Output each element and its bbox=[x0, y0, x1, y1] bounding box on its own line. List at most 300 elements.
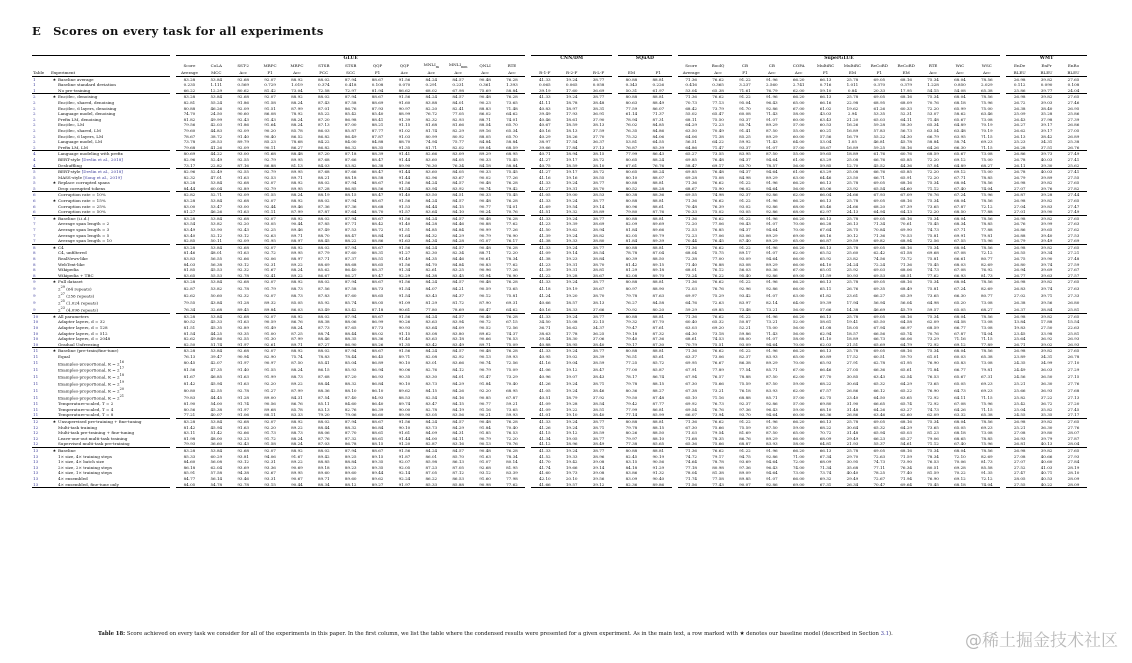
table-ref-link[interactable]: 1 bbox=[33, 82, 36, 88]
score-cell: 61.00 bbox=[785, 169, 812, 175]
table-ref-link[interactable]: 13 bbox=[33, 459, 39, 465]
score-cell: 90.66 bbox=[479, 336, 491, 342]
score-cell: 84.44 bbox=[425, 203, 438, 209]
score-cell: 77.59 bbox=[625, 105, 638, 111]
score-cell: 87.94 bbox=[337, 419, 364, 425]
score-cell: 77.99 bbox=[618, 151, 645, 157]
score-cell: 91.96 bbox=[758, 244, 785, 250]
score-cell: 69.28 bbox=[954, 464, 966, 470]
score-cell: 89.79 bbox=[652, 232, 665, 238]
citation-link[interactable]: [Devlin et al., 2018] bbox=[80, 156, 123, 162]
score-cell: 88.02 bbox=[310, 94, 337, 100]
score-cell: 78.34 bbox=[927, 453, 939, 459]
score-cell: 92.78 bbox=[237, 285, 250, 291]
score-cell: 74.01 bbox=[506, 116, 518, 122]
score-cell: 87.05 bbox=[452, 464, 465, 470]
citation-link[interactable]: [Song et al., 2019] bbox=[82, 174, 122, 180]
table-row bbox=[32, 299, 1087, 306]
score-cell: 94.64 bbox=[765, 227, 778, 233]
table-ref-link[interactable]: 2 bbox=[33, 144, 36, 150]
table-ref-link[interactable]: 9 bbox=[33, 306, 36, 312]
score-cell: 26.79 bbox=[1013, 238, 1026, 244]
score-cell: 80.38 bbox=[618, 192, 645, 198]
score-cell: 92.55 bbox=[230, 169, 257, 175]
score-cell: 84.18 bbox=[625, 464, 638, 470]
score-cell: 81.23 bbox=[927, 430, 939, 436]
score-cell: 89.90 bbox=[398, 412, 411, 418]
score-cell: 38.53 bbox=[585, 192, 612, 198]
score-cell: 88.24 bbox=[291, 122, 303, 128]
score-cell: 91.07 bbox=[765, 250, 778, 256]
score-cell: 64.55 bbox=[652, 139, 665, 145]
score-cell: 19.39 bbox=[565, 221, 578, 227]
score-cell: 17.95 bbox=[900, 87, 913, 93]
table-ref-link[interactable]: 10 bbox=[33, 324, 39, 330]
star-icon: ★ bbox=[52, 180, 57, 186]
score-cell: 27.02 bbox=[1013, 292, 1026, 298]
score-cell: 88.35 bbox=[344, 336, 357, 342]
table-ref-link[interactable]: 7 bbox=[33, 227, 36, 233]
score-cell: 83.18 bbox=[452, 336, 465, 342]
table-ref-link[interactable]: 11 bbox=[33, 381, 39, 387]
table-ref-link[interactable]: 11 bbox=[33, 360, 39, 366]
score-cell: 71.36 bbox=[678, 348, 705, 354]
table-ref-link[interactable]: 5 bbox=[33, 185, 36, 191]
column-header-metric: Acc bbox=[499, 70, 526, 76]
score-cell: 82.76 bbox=[425, 367, 438, 373]
table-ref-link[interactable]: 9 bbox=[33, 299, 36, 305]
score-cell: 39.82 bbox=[1033, 448, 1060, 454]
score-cell: 66.20 bbox=[785, 76, 812, 82]
citation-link[interactable]: [Devlin et al., 2018] bbox=[80, 169, 123, 175]
table-ref-link[interactable]: 9 bbox=[33, 292, 36, 298]
score-cell: 88.85 bbox=[317, 459, 330, 465]
score-cell: 67.31 bbox=[980, 374, 993, 380]
score-cell: 36.50 bbox=[1040, 374, 1053, 380]
score-cell: 12.29 bbox=[210, 87, 223, 93]
score-cell: 65.34 bbox=[927, 122, 939, 128]
score-cell: 72.20 bbox=[506, 435, 518, 441]
score-cell: 19.22 bbox=[565, 406, 578, 412]
score-cell: 19.24 bbox=[558, 94, 585, 100]
table-ref-link[interactable]: 13 bbox=[33, 470, 39, 476]
score-cell: 88.10 bbox=[652, 435, 665, 441]
table-ref-link[interactable]: 4 bbox=[32, 151, 50, 157]
score-cell: 83.73 bbox=[425, 424, 438, 430]
table-ref-link[interactable]: 2 bbox=[33, 127, 36, 133]
score-cell: 90.21 bbox=[479, 412, 491, 418]
table-ref-link[interactable]: 7 bbox=[33, 238, 36, 244]
score-cell: 67.38 bbox=[685, 388, 698, 394]
table-ref-link[interactable]: 2 bbox=[33, 111, 36, 117]
score-cell: 74.64 bbox=[685, 459, 698, 465]
score-cell: 18.33 bbox=[565, 306, 578, 312]
table-ref-link[interactable]: 11 bbox=[32, 348, 50, 354]
score-cell: 59.00 bbox=[792, 406, 805, 412]
score-cell: 87.94 bbox=[337, 448, 364, 454]
table-ref-link[interactable]: 1 bbox=[32, 76, 50, 82]
table-ref-link[interactable]: 10 bbox=[33, 330, 39, 336]
score-cell: 90.99 bbox=[479, 227, 491, 233]
experiment-name: MASS-style [Song et al., 2019] bbox=[58, 174, 122, 180]
score-cell: 84.22 bbox=[317, 139, 330, 145]
score-cell: 65.70 bbox=[506, 122, 518, 128]
score-cell: 0.065 bbox=[565, 82, 578, 88]
table-ref-link[interactable]: 6 bbox=[32, 192, 50, 198]
score-cell: 79.42 bbox=[625, 401, 638, 407]
table-ref-link[interactable]: 2 bbox=[33, 122, 36, 128]
score-cell: 80.88 bbox=[618, 215, 645, 221]
score-cell: 68.27 bbox=[980, 162, 993, 168]
score-cell: 91.70 bbox=[739, 105, 751, 111]
score-cell: 69.85 bbox=[685, 156, 698, 162]
score-cell: 90.44 bbox=[284, 482, 311, 488]
score-cell: 88.69 bbox=[371, 99, 384, 105]
table-ref-link[interactable]: 11 bbox=[33, 374, 39, 380]
score-cell: 27.21 bbox=[1067, 250, 1080, 256]
score-cell: 19.73 bbox=[565, 470, 578, 476]
table-ref-link[interactable]: 6 bbox=[33, 209, 36, 215]
score-cell: 25.62 bbox=[1067, 162, 1080, 168]
score-cell: 67.15 bbox=[506, 319, 518, 325]
score-cell: 88.47 bbox=[364, 192, 391, 198]
table-ref-link[interactable]: 13 bbox=[32, 448, 50, 454]
table-ref-link[interactable]: 10 bbox=[33, 341, 39, 347]
score-cell: 90.93 bbox=[398, 324, 411, 330]
score-cell: 68.16 bbox=[893, 348, 920, 354]
score-cell: 91.67 bbox=[291, 453, 303, 459]
score-cell: 64.58 bbox=[900, 319, 913, 325]
column-header-name: CB bbox=[768, 63, 775, 68]
score-cell: 38.84 bbox=[1040, 306, 1053, 312]
score-cell: 94.64 bbox=[765, 341, 778, 347]
column-header-metric: Acc bbox=[445, 70, 472, 76]
score-cell: 85.71 bbox=[765, 367, 778, 373]
column-header-metric: R-L-F bbox=[585, 70, 612, 76]
table-ref-link[interactable]: 11 bbox=[33, 388, 39, 394]
score-cell: 41.27 bbox=[538, 156, 551, 162]
score-cell: 41.70 bbox=[538, 459, 551, 465]
score-cell: 76.62 bbox=[705, 94, 732, 100]
score-cell: 77.21 bbox=[183, 412, 196, 418]
score-cell: 63.32 bbox=[954, 412, 966, 418]
score-cell: 27.08 bbox=[1013, 430, 1026, 436]
score-cell: 92.07 bbox=[257, 76, 284, 82]
score-cell: 56.14 bbox=[210, 475, 223, 481]
score-cell: 87.50 bbox=[765, 424, 778, 430]
score-cell: 26.94 bbox=[1013, 267, 1026, 273]
table-ref-link[interactable]: 4 bbox=[33, 156, 36, 162]
score-cell: 91.63 bbox=[237, 381, 250, 387]
score-cell: 89.70 bbox=[652, 272, 665, 278]
score-cell: 25.78 bbox=[839, 215, 866, 221]
score-cell: 0.058 bbox=[592, 82, 605, 88]
score-cell: 92.72 bbox=[264, 250, 276, 256]
score-cell: 46.26 bbox=[210, 105, 223, 111]
score-cell: 85.74 bbox=[739, 122, 751, 128]
experiment-name: ★ Replace corrupted spans bbox=[52, 180, 110, 186]
score-cell: 88.24 bbox=[291, 324, 303, 330]
score-cell: 41.09 bbox=[538, 401, 551, 407]
score-cell: 80.14 bbox=[506, 459, 518, 465]
score-cell: 27.04 bbox=[1013, 203, 1026, 209]
score-cell: 18.57 bbox=[565, 299, 578, 305]
score-cell: 77.54 bbox=[739, 367, 751, 373]
score-cell: 76.28 bbox=[499, 419, 526, 425]
table-ref-link[interactable]: 12 bbox=[33, 441, 39, 447]
score-cell: 63.29 bbox=[819, 156, 832, 162]
score-cell: 68.27 bbox=[980, 306, 993, 312]
section-link[interactable]: 3.1 bbox=[880, 631, 890, 637]
score-cell: 90.10 bbox=[398, 381, 411, 387]
score-cell: 56.00 bbox=[792, 185, 805, 191]
score-cell: 91.96 bbox=[765, 180, 778, 186]
score-cell: 64.73 bbox=[954, 388, 966, 394]
score-cell: 86.76 bbox=[291, 401, 303, 407]
score-cell: 82.20 bbox=[425, 105, 438, 111]
table-ref-link[interactable]: 8 bbox=[33, 267, 36, 273]
table-ref-link[interactable]: 12 bbox=[33, 430, 39, 436]
score-cell: 25.64 bbox=[1013, 336, 1026, 342]
score-cell: 69.97 bbox=[685, 292, 698, 298]
score-cell: 92.07 bbox=[257, 348, 284, 354]
score-cell: 40.60 bbox=[1040, 459, 1053, 465]
score-cell: 80.88 bbox=[618, 313, 645, 319]
score-cell: 88.47 bbox=[344, 232, 357, 238]
score-cell: 88.22 bbox=[344, 238, 357, 244]
score-cell: 26.80 bbox=[1067, 299, 1080, 305]
score-cell: 93.70 bbox=[739, 412, 751, 418]
score-cell: 78.83 bbox=[317, 353, 330, 359]
score-cell: 27.10 bbox=[1067, 360, 1080, 366]
score-cell: 76.28 bbox=[499, 279, 526, 285]
table-ref-link[interactable]: 2 bbox=[33, 116, 36, 122]
table-ref-link[interactable]: 12 bbox=[33, 424, 39, 430]
score-cell: 45.33 bbox=[210, 319, 223, 325]
score-cell: 88.05 bbox=[371, 299, 384, 305]
score-cell: 63.46 bbox=[980, 111, 993, 117]
score-cell: 92.09 bbox=[230, 192, 257, 198]
table-ref-link[interactable]: 13 bbox=[33, 464, 39, 470]
score-cell: 89.74 bbox=[398, 401, 411, 407]
score-cell: 87.36 bbox=[344, 203, 357, 209]
score-cell: 92.78 bbox=[230, 482, 257, 488]
score-cell: 90.48 bbox=[472, 94, 499, 100]
experiment-name: Wikipedia + TBC bbox=[58, 272, 94, 278]
score-cell: 31.48 bbox=[846, 430, 859, 436]
score-cell: 91.07 bbox=[479, 238, 491, 244]
score-cell: 76.28 bbox=[499, 244, 526, 250]
score-cell: 92.41 bbox=[264, 272, 276, 278]
table-ref-link[interactable]: 11 bbox=[33, 367, 39, 373]
table-ref-link[interactable]: 9 bbox=[33, 285, 36, 291]
score-cell: 75.09 bbox=[506, 341, 518, 347]
table-ref-link[interactable]: 2 bbox=[32, 94, 50, 100]
score-cell: 66.00 bbox=[792, 435, 805, 441]
score-cell: 64.50 bbox=[873, 394, 886, 400]
table-ref-link[interactable]: 13 bbox=[33, 453, 39, 459]
table-ref-link[interactable]: 11 bbox=[33, 394, 39, 400]
table-ref-link[interactable]: 8 bbox=[33, 272, 36, 278]
table-ref-link[interactable]: 6 bbox=[33, 203, 36, 209]
score-cell: 81.73 bbox=[980, 272, 993, 278]
table-ref-link[interactable]: 5 bbox=[33, 180, 36, 186]
score-cell: 76.13 bbox=[183, 353, 196, 359]
score-cell: 65.92 bbox=[819, 256, 832, 261]
table-ref-link[interactable]: 4 bbox=[33, 162, 36, 168]
score-cell: 88.36 bbox=[317, 388, 330, 394]
score-cell: 81.69 bbox=[739, 430, 751, 436]
score-cell: 25.82 bbox=[1013, 394, 1026, 400]
score-cell: 38.94 bbox=[592, 227, 605, 233]
column-header-metric: F1 bbox=[364, 70, 391, 76]
score-cell: 32.15 bbox=[592, 319, 605, 325]
score-cell: 92.89 bbox=[237, 324, 250, 330]
table-ref-link[interactable]: 5 bbox=[32, 169, 50, 175]
score-cell: 63.29 bbox=[812, 169, 839, 175]
score-cell: 76.62 bbox=[712, 198, 724, 204]
table-ref-link[interactable]: 13 bbox=[33, 475, 39, 481]
experiment-name: Temperature-scaled, T = 4 bbox=[58, 406, 114, 412]
score-cell: 66.76 bbox=[873, 156, 886, 162]
score-cell: 25.86 bbox=[1067, 111, 1080, 117]
score-cell: 38.89 bbox=[592, 209, 605, 215]
score-cell: 89.29 bbox=[765, 360, 778, 366]
table-ref-link[interactable]: 7 bbox=[32, 215, 50, 221]
score-cell: 73.72 bbox=[900, 256, 913, 261]
score-cell: 81.67 bbox=[183, 374, 196, 380]
column-header-metric: SCC bbox=[337, 70, 364, 76]
score-cell: 75.45 bbox=[927, 261, 939, 267]
table-ref-link[interactable]: 11 bbox=[33, 353, 39, 359]
score-cell: 58.16 bbox=[900, 144, 913, 150]
table-ref-link[interactable]: 8 bbox=[32, 244, 50, 250]
experiment-name: ★ Baseline (pre-train/fine-tune) bbox=[50, 348, 170, 354]
score-cell: 92.79 bbox=[264, 156, 276, 162]
score-cell: 53.84 bbox=[203, 313, 230, 319]
score-cell: 69.05 bbox=[866, 215, 893, 221]
score-cell: 37.06 bbox=[592, 336, 605, 342]
caption-star-text: denotes our baseline model (described in Section bbox=[746, 631, 879, 637]
score-cell: 36.91 bbox=[592, 111, 605, 117]
experiment-name: RealNews-like bbox=[58, 256, 88, 261]
table-ref-link[interactable]: 2 bbox=[33, 133, 36, 139]
table-ref-link[interactable]: 2 bbox=[33, 99, 36, 105]
score-cell: 86.49 bbox=[344, 133, 357, 139]
score-cell: 86.22 bbox=[425, 475, 438, 481]
score-cell: 68.09 bbox=[900, 99, 913, 105]
score-cell: 84.57 bbox=[445, 94, 472, 100]
score-cell: 39.76 bbox=[1040, 185, 1053, 191]
experiment-name: Adapter layers, d = 512 bbox=[58, 330, 108, 336]
table-ref-link[interactable]: 11 bbox=[33, 401, 39, 407]
score-cell: 58.74 bbox=[954, 139, 966, 145]
table-ref-link[interactable]: 10 bbox=[33, 336, 39, 342]
experiment-name: Average span length = 2 bbox=[58, 221, 110, 227]
score-cell: 38.72 bbox=[585, 169, 612, 175]
score-cell: 69.05 bbox=[866, 76, 893, 82]
score-cell: 83.64 bbox=[425, 324, 438, 330]
table-ref-link[interactable]: 12 bbox=[32, 419, 50, 425]
table-ref-link[interactable]: 1 bbox=[33, 87, 36, 93]
score-cell: 29.49 bbox=[846, 475, 859, 481]
score-cell: 27.65 bbox=[1060, 94, 1087, 100]
score-cell: 85.42 bbox=[344, 111, 357, 117]
score-cell: 91.60 bbox=[398, 99, 411, 105]
score-cell: 66.46 bbox=[819, 367, 832, 373]
table-ref-link[interactable]: 9 bbox=[32, 279, 50, 285]
score-cell: 18.78 bbox=[565, 99, 578, 105]
table-ref-link[interactable]: 2 bbox=[33, 105, 36, 111]
score-cell: 88.71 bbox=[479, 116, 491, 122]
table-ref-link[interactable]: 6 bbox=[33, 198, 36, 204]
score-cell: 86.81 bbox=[652, 406, 665, 412]
score-cell: 88.50 bbox=[652, 256, 665, 261]
score-cell: 87.68 bbox=[317, 374, 330, 380]
score-cell: 0.226 bbox=[652, 82, 665, 88]
table-ref-link[interactable]: 10 bbox=[32, 313, 50, 319]
score-cell: 68.04 bbox=[954, 198, 966, 204]
table-block bbox=[32, 448, 1087, 488]
score-cell: 19.12 bbox=[565, 367, 578, 373]
table-ref-link[interactable]: 11 bbox=[33, 412, 39, 418]
score-cell: 88.67 bbox=[364, 348, 391, 354]
score-cell: 84.29 bbox=[452, 232, 465, 238]
score-cell: 36.25 bbox=[592, 330, 605, 336]
score-cell: 26.93 bbox=[1067, 341, 1080, 347]
score-cell: 53.84 bbox=[203, 279, 230, 285]
score-cell: 69.00 bbox=[792, 272, 805, 278]
table-ref-link[interactable]: 8 bbox=[33, 250, 36, 256]
table-ref-link[interactable]: 11 bbox=[33, 406, 39, 412]
score-cell: 84.24 bbox=[418, 348, 445, 354]
table-ref-link[interactable]: 5 bbox=[33, 174, 36, 180]
score-cell: 40.71 bbox=[531, 151, 558, 157]
table-ref-link[interactable]: 13 bbox=[32, 482, 50, 488]
table-ref-link[interactable]: 8 bbox=[33, 261, 36, 267]
score-cell: 90.97 bbox=[398, 105, 411, 111]
score-cell: 71.36 bbox=[678, 215, 705, 221]
score-cell: 27.65 bbox=[1060, 448, 1087, 454]
table-ref-link[interactable]: 12 bbox=[33, 435, 39, 441]
score-cell: 84.60 bbox=[344, 401, 357, 407]
score-cell: 90.19 bbox=[652, 453, 665, 459]
score-cell: 26.98 bbox=[1006, 419, 1033, 425]
score-cell: 64.98 bbox=[927, 299, 939, 305]
score-cell: 39.82 bbox=[1033, 348, 1060, 354]
score-cell: 94.75 bbox=[739, 453, 751, 459]
score-cell: 26.98 bbox=[1006, 279, 1033, 285]
table-ref-link[interactable]: 8 bbox=[33, 256, 36, 261]
table-ref-link[interactable]: 7 bbox=[33, 232, 36, 238]
table-ref-link[interactable]: 2 bbox=[33, 139, 36, 145]
experiment-name: Examples-proportional, $K = 2^{17}$ bbox=[58, 366, 124, 373]
score-cell: 37.59 bbox=[592, 127, 605, 133]
score-cell: 77.43 bbox=[705, 482, 732, 488]
score-cell: 88.05 bbox=[479, 133, 491, 139]
score-cell: 76.62 bbox=[705, 244, 732, 250]
score-cell: 2.741 bbox=[792, 82, 805, 88]
score-cell: 25.78 bbox=[839, 313, 866, 319]
star-icon: ★ bbox=[52, 419, 57, 425]
table-ref-link[interactable]: 7 bbox=[33, 221, 36, 227]
score-cell: 70.00 bbox=[792, 221, 805, 227]
score-cell: 78.88 bbox=[739, 374, 751, 380]
score-cell: 73.08 bbox=[973, 151, 1000, 157]
score-cell: 26.83 bbox=[1013, 285, 1026, 291]
table-ref-link[interactable]: 10 bbox=[33, 319, 39, 325]
score-cell: 67.39 bbox=[900, 203, 913, 209]
